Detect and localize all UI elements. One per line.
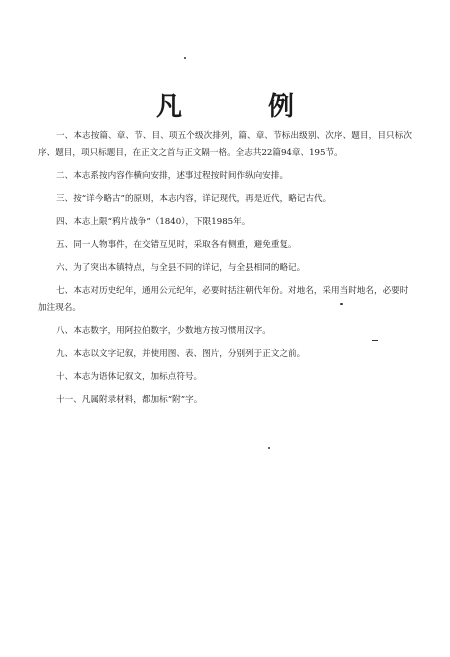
rule-item: 七、本志对历史纪年，通用公元纪年，必要时括注朝代年份。对地名，采用当时地名，必要时加注现名。 bbox=[38, 286, 409, 313]
rule-item: 四、本志上限“鸦片战争”（1840），下限1985年。 bbox=[56, 217, 251, 227]
rules-list bbox=[38, 128, 412, 415]
rule-item: 十一、凡属附录材料，都加标“附”字。 bbox=[56, 395, 203, 405]
scan-speck bbox=[184, 57, 186, 59]
page-title: 凡 例 bbox=[155, 92, 324, 122]
rule-item: 九、本志以文字记叙，并使用图、表、图片，分别列于正文之前。 bbox=[56, 349, 306, 359]
rule-item: 一、本志按篇、章、节、目、项五个级次排列，篇、章、节标出级别、次序、题目，目只标次序、题目，项只标题目，在正文之首与正文隔一格。全志共22篇94章、195节。 bbox=[38, 131, 412, 158]
scan-speck bbox=[340, 303, 343, 305]
scan-speck bbox=[372, 340, 378, 341]
rule-item: 十、本志为语体记叙文，加标点符号。 bbox=[56, 372, 203, 382]
rule-item: 五、同一人物事件，在交错互见时，采取各有侧重，避免重复。 bbox=[56, 240, 297, 250]
rule-item: 二、本志系按内容作横向安排，述事过程按时间作纵向安排。 bbox=[56, 171, 289, 181]
scan-speck bbox=[268, 447, 270, 449]
rule-item: 八、本志数字，用阿拉伯数字，少数地方按习惯用汉字。 bbox=[56, 326, 271, 336]
rule-item: 六、为了突出本镇特点，与全县不同的详记，与全县相同的略记。 bbox=[56, 263, 306, 273]
rule-item: 三、按“详今略古”的原则，本志内容，详记现代，再是近代，略记古代。 bbox=[56, 194, 332, 204]
